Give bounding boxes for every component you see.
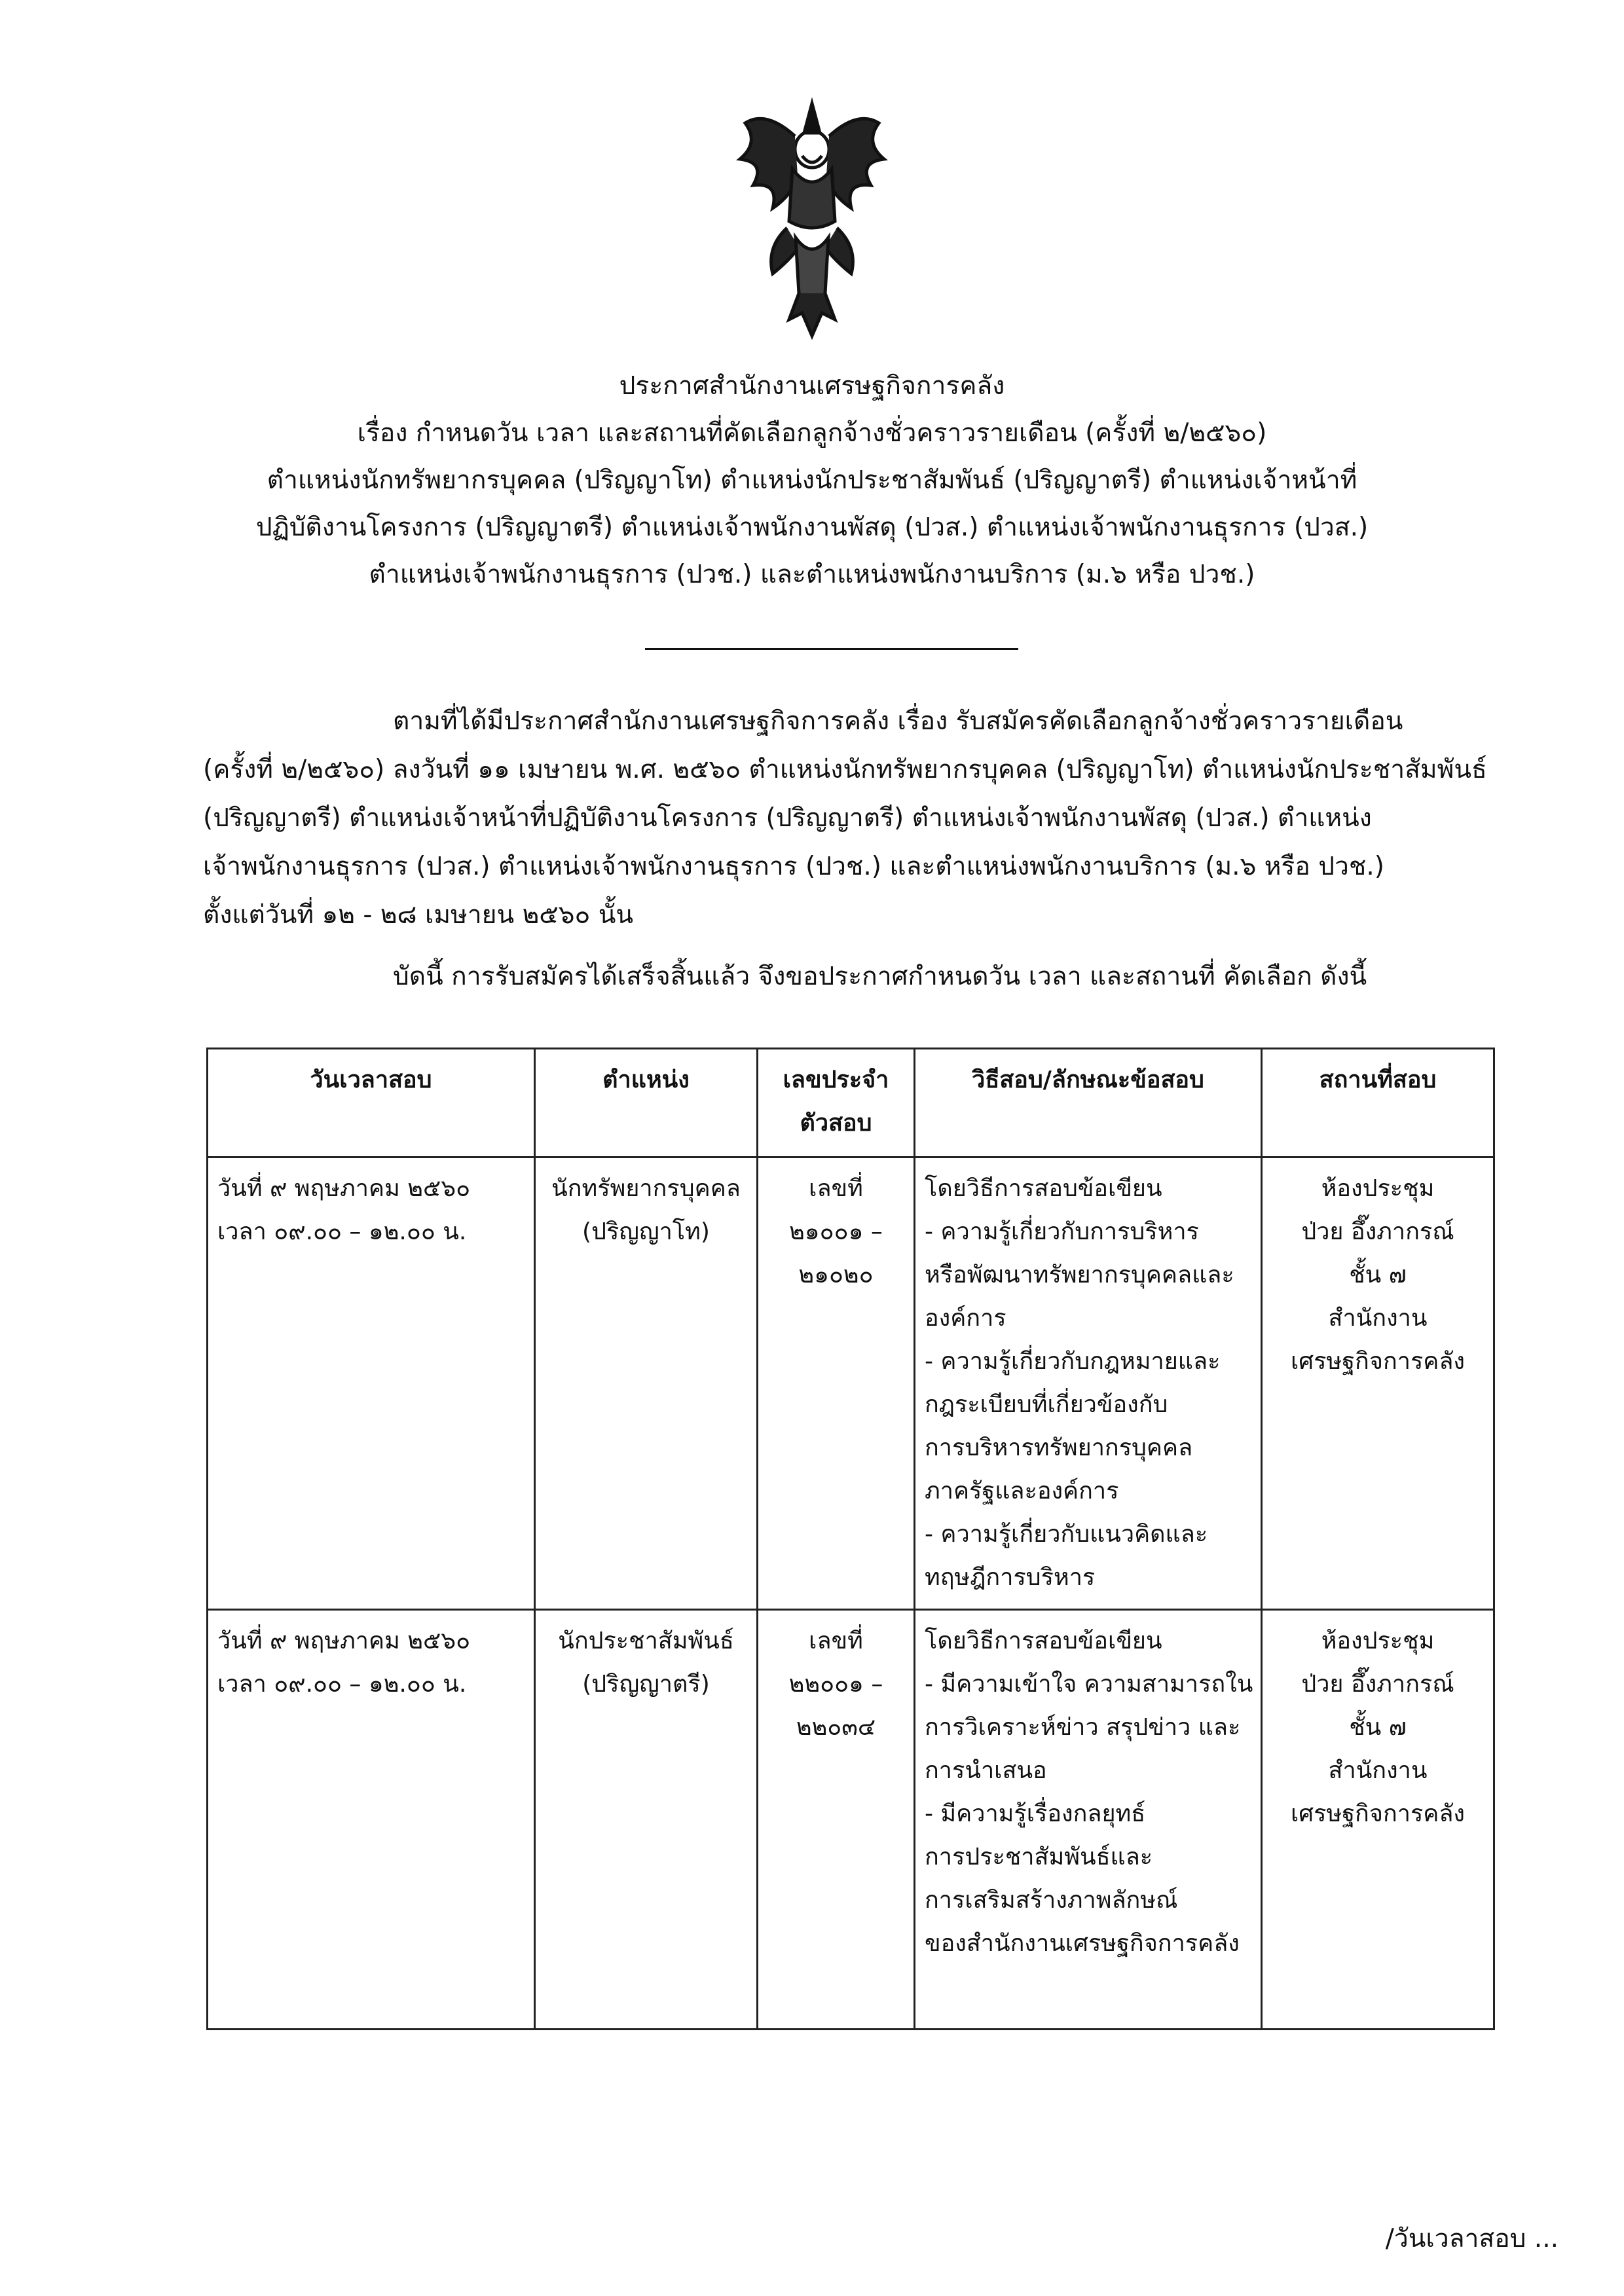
- header-venue: สถานที่สอบ: [1262, 1049, 1494, 1157]
- method-line: - ความรู้เกี่ยวกับแนวคิดและ: [925, 1521, 1208, 1548]
- method-line: การนำเสนอ: [925, 1757, 1047, 1784]
- paragraph-2: บัดนี้ การรับสมัครได้เสร็จสิ้นแล้ว จึงขอประกาศกำหนดวัน เวลา และสถานที่ คัดเลือก ดังนี้: [393, 962, 1367, 991]
- datetime-date: วันที่ ๙ พฤษภาคม ๒๕๖๐: [217, 1175, 471, 1202]
- header-exam-number-line-2: ตัวสอบ: [800, 1110, 872, 1137]
- subject-line-2: ตำแหน่งนักทรัพยากรบุคคล (ปริญญาโท) ตำแหน่งนักประชาสัมพันธ์ (ปริญญาตรี) ตำแหน่งเจ้าหน้าที่: [267, 465, 1357, 495]
- announcement-org: ประกาศสำนักงานเศรษฐกิจการคลัง: [619, 371, 1005, 401]
- exam-number-label: เลขที่: [809, 1628, 863, 1654]
- exam-number-to: ๒๒๐๓๔: [796, 1714, 876, 1741]
- method-line: โดยวิธีการสอบข้อเขียน: [925, 1175, 1162, 1202]
- cell-datetime: [208, 1157, 535, 1610]
- cell-method: [915, 1157, 1262, 1610]
- subject-line-1: เรื่อง กำหนดวัน เวลา และสถานที่คัดเลือกลูกจ้างชั่วคราวรายเดือน (ครั้งที่ ๒/๒๕๖๐): [357, 418, 1267, 448]
- position-degree: (ปริญญาโท): [582, 1218, 710, 1245]
- cell-exam-number: [758, 1157, 915, 1610]
- datetime-time: เวลา ๐๙.๐๐ – ๑๒.๐๐ น.: [217, 1218, 467, 1245]
- method-line: ทฤษฎีการบริหาร: [925, 1564, 1096, 1591]
- method-line: การเสริมสร้างภาพลักษณ์: [925, 1887, 1178, 1914]
- method-line: - มีความรู้เรื่องกลยุทธ์: [925, 1800, 1146, 1827]
- exam-number-from: ๒๒๐๐๑ –: [788, 1671, 883, 1698]
- cell-exam-number: [758, 1610, 915, 2030]
- method-line: - ความรู้เกี่ยวกับกฎหมายและ: [925, 1348, 1221, 1375]
- continuation-marker: /วันเวลาสอบ ...: [1385, 2224, 1559, 2253]
- venue-line: ห้องประชุม: [1321, 1175, 1435, 1202]
- table-row: [208, 1610, 1494, 2030]
- method-line: การบริหารทรัพยากรบุคคล: [925, 1434, 1193, 1461]
- header-datetime: วันเวลาสอบ: [208, 1049, 535, 1157]
- method-line: ภาครัฐและองค์การ: [925, 1478, 1119, 1504]
- header-exam-number-line-1: เลขประจำ: [783, 1066, 889, 1093]
- method-line: - มีความเข้าใจ ความสามารถใน: [925, 1671, 1253, 1698]
- table-header-row: [208, 1049, 1494, 1157]
- datetime-date: วันที่ ๙ พฤษภาคม ๒๕๖๐: [217, 1628, 471, 1654]
- venue-line: สำนักงาน: [1328, 1757, 1428, 1784]
- position-degree: (ปริญญาตรี): [582, 1671, 710, 1698]
- venue-line: ชั้น ๗: [1349, 1714, 1407, 1741]
- position-title: นักประชาสัมพันธ์: [558, 1628, 734, 1654]
- venue-line: เศรษฐกิจการคลัง: [1290, 1348, 1466, 1375]
- venue-line: ชั้น ๗: [1349, 1262, 1407, 1288]
- method-line: หรือพัฒนาทรัพยากรบุคคลและ: [925, 1262, 1234, 1288]
- exam-number-from: ๒๑๐๐๑ –: [789, 1218, 883, 1245]
- table-row: [208, 1157, 1494, 1610]
- cell-method: [915, 1610, 1262, 2030]
- exam-schedule-table: [206, 1048, 1495, 2030]
- header-position: ตำแหน่ง: [535, 1049, 758, 1157]
- header-exam-number: [758, 1049, 915, 1157]
- exam-number-label: เลขที่: [809, 1175, 863, 1202]
- paragraph-1-line-3: (ปริญญาตรี) ตำแหน่งเจ้าหน้าที่ปฏิบัติงานโครงการ (ปริญญาตรี) ตำแหน่งเจ้าพนักงานพัสดุ (ปวส.) ตำแหน่ง: [203, 803, 1372, 833]
- method-line: การวิเคราะห์ข่าว สรุปข่าว และ: [925, 1714, 1241, 1741]
- header-divider: [645, 648, 1018, 650]
- cell-datetime: [208, 1610, 535, 2030]
- method-line: การประชาสัมพันธ์และ: [925, 1844, 1153, 1870]
- subject-line-4: ตำแหน่งเจ้าพนักงานธุรการ (ปวช.) และตำแหน่งพนักงานบริการ (ม.๖ หรือ ปวช.): [369, 560, 1255, 589]
- venue-line: สำนักงาน: [1328, 1305, 1428, 1332]
- venue-line: ป่วย อึ๊งภากรณ์: [1301, 1671, 1454, 1698]
- method-line: กฎระเบียบที่เกี่ยวข้องกับ: [925, 1391, 1168, 1418]
- paragraph-1-line-5: ตั้งแต่วันที่ ๑๒ - ๒๘ เมษายน ๒๕๖๐ นั้น: [203, 900, 634, 930]
- venue-line: ป่วย อึ๊งภากรณ์: [1301, 1218, 1454, 1245]
- subject-line-3: ปฏิบัติงานโครงการ (ปริญญาตรี) ตำแหน่งเจ้าพนักงานพัสดุ (ปวส.) ตำแหน่งเจ้าพนักงานธุรการ (ปวส.): [255, 513, 1369, 542]
- cell-position: [535, 1610, 758, 2030]
- cell-position: [535, 1157, 758, 1610]
- method-line: - ความรู้เกี่ยวกับการบริหาร: [925, 1218, 1199, 1245]
- exam-number-to: ๒๑๐๒๐: [798, 1262, 874, 1288]
- datetime-time: เวลา ๐๙.๐๐ – ๑๒.๐๐ น.: [217, 1671, 467, 1698]
- cell-venue: [1262, 1610, 1494, 2030]
- garuda-emblem: [727, 97, 897, 346]
- method-line: โดยวิธีการสอบข้อเขียน: [925, 1628, 1162, 1654]
- method-line: ของสำนักงานเศรษฐกิจการคลัง: [925, 1930, 1240, 1957]
- paragraph-1-line-4: เจ้าพนักงานธุรการ (ปวส.) ตำแหน่งเจ้าพนักงานธุรการ (ปวช.) และตำแหน่งพนักงานบริการ (ม.๖ หรือ ปวช.): [203, 852, 1384, 881]
- venue-line: เศรษฐกิจการคลัง: [1290, 1800, 1466, 1827]
- method-line: องค์การ: [925, 1305, 1006, 1332]
- paragraph-1-line-1: ตามที่ได้มีประกาศสำนักงานเศรษฐกิจการคลัง เรื่อง รับสมัครคัดเลือกลูกจ้างชั่วคราวรายเดือน: [393, 706, 1403, 736]
- paragraph-1-line-2: (ครั้งที่ ๒/๒๕๖๐) ลงวันที่ ๑๑ เมษายน พ.ศ. ๒๕๖๐ ตำแหน่งนักทรัพยากรบุคคล (ปริญญาโท) ตำแหน่งนักประชาสัมพันธ์: [203, 755, 1487, 784]
- header-method: วิธีสอบ/ลักษณะข้อสอบ: [915, 1049, 1262, 1157]
- cell-venue: [1262, 1157, 1494, 1610]
- venue-line: ห้องประชุม: [1321, 1628, 1435, 1654]
- position-title: นักทรัพยากรบุคคล: [551, 1175, 741, 1202]
